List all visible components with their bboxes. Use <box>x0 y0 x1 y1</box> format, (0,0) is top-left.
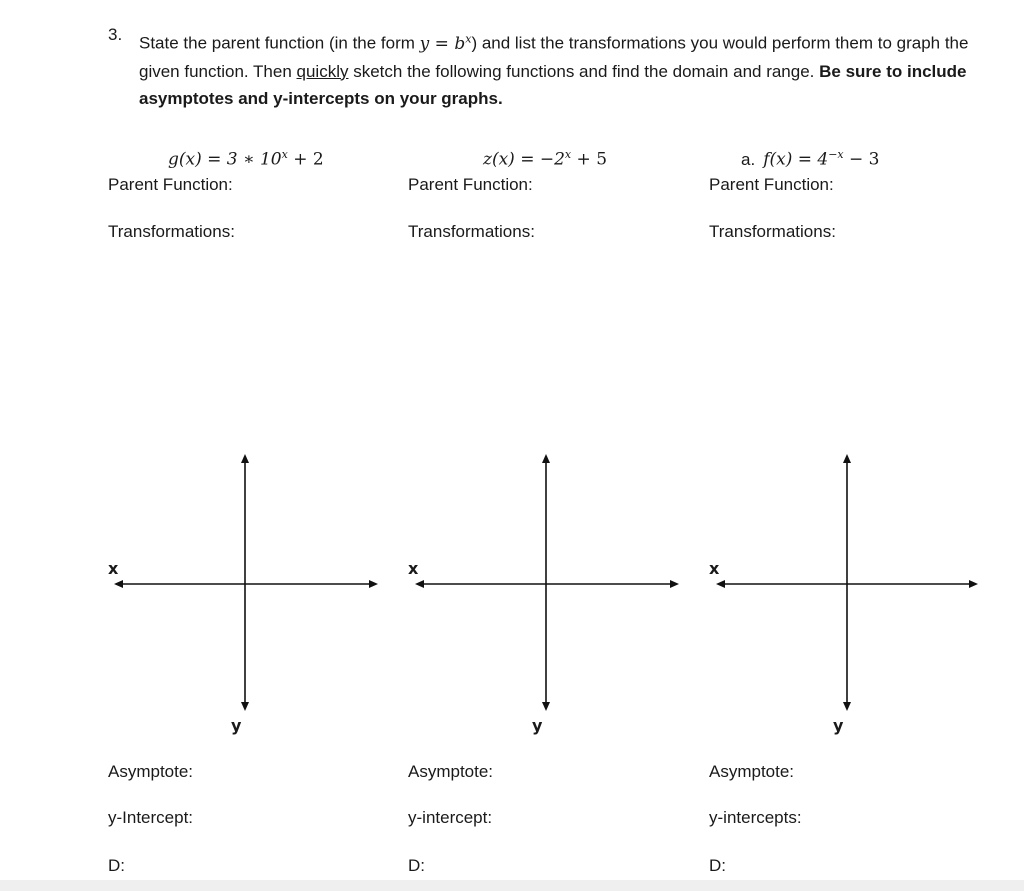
y-axis-arrow-top <box>542 454 550 463</box>
parent-function-label: Parent Function: <box>408 175 533 194</box>
formula-main: z(x) = −2 <box>483 149 565 170</box>
transformations-label: Transformations: <box>408 222 535 241</box>
domain-label: D: <box>108 856 125 875</box>
prompt-text-2: ) and list the transformations you would perform them to graph the given function. Then <box>139 33 969 81</box>
x-axis-letter: x <box>709 559 720 578</box>
y-intercept-label: y-intercepts: <box>709 808 802 827</box>
prompt-text-1: State the parent function (in the form <box>139 33 420 53</box>
x-axis-arrow-right <box>969 580 978 588</box>
formula-exponent: x <box>281 148 288 161</box>
question-number: 3. <box>108 25 123 44</box>
asymptote-label: Asymptote: <box>408 762 494 781</box>
problem-column-2 <box>300 0 608 891</box>
prompt-math-sup: x <box>465 32 472 45</box>
y-intercept-label: y-Intercept: <box>108 808 194 827</box>
y-intercept-label: y-intercept: <box>408 808 493 827</box>
y-axis-arrow-top <box>241 454 249 463</box>
formula-main: g(x) = 3 ∗ 10 <box>168 149 282 170</box>
asymptote-label: Asymptote: <box>108 762 194 781</box>
page-bottom-edge <box>0 880 1024 891</box>
y-axis-arrow-bottom <box>241 702 249 711</box>
parent-function-label: Parent Function: <box>108 175 233 194</box>
x-axis-arrow-left <box>716 580 725 588</box>
y-axis-letter: y <box>532 716 543 735</box>
y-axis-letter: y <box>833 716 844 735</box>
transformations-label: Transformations: <box>108 222 235 241</box>
problem-column-3 <box>601 0 1024 891</box>
x-axis-letter: x <box>408 559 419 578</box>
prompt-underlined: quickly <box>296 61 349 81</box>
coordinate-axes <box>601 0 1024 891</box>
y-axis-letter: y <box>231 716 242 735</box>
formula-main: f(x) = 4 <box>763 149 829 170</box>
prompt-math-base: y = b <box>419 33 466 54</box>
x-axis-arrow-left <box>114 580 123 588</box>
formula-exponent: x <box>564 148 572 161</box>
formula-tail: + 5 <box>571 149 608 170</box>
prompt-bold: Be sure to include asymptotes and y-intercepts on your graphs. <box>139 61 967 108</box>
domain-label: D: <box>709 856 726 875</box>
parent-function-label: Parent Function: <box>709 175 834 194</box>
domain-label: D: <box>408 856 425 875</box>
formula-tail: + 2 <box>287 149 324 170</box>
x-axis-letter: x <box>108 559 119 578</box>
transformations-label: Transformations: <box>709 222 836 241</box>
formula-prefix: a. <box>741 149 756 169</box>
prompt-text-3: sketch the following functions and find the domain and range. <box>348 61 820 81</box>
formula-tail: − 3 <box>843 149 880 170</box>
asymptote-label: Asymptote: <box>709 762 795 781</box>
x-axis-arrow-left <box>415 580 424 588</box>
formula-exponent: −x <box>828 148 844 161</box>
y-axis-arrow-top <box>843 454 851 463</box>
y-axis-arrow-bottom <box>843 702 851 711</box>
y-axis-arrow-bottom <box>542 702 550 711</box>
